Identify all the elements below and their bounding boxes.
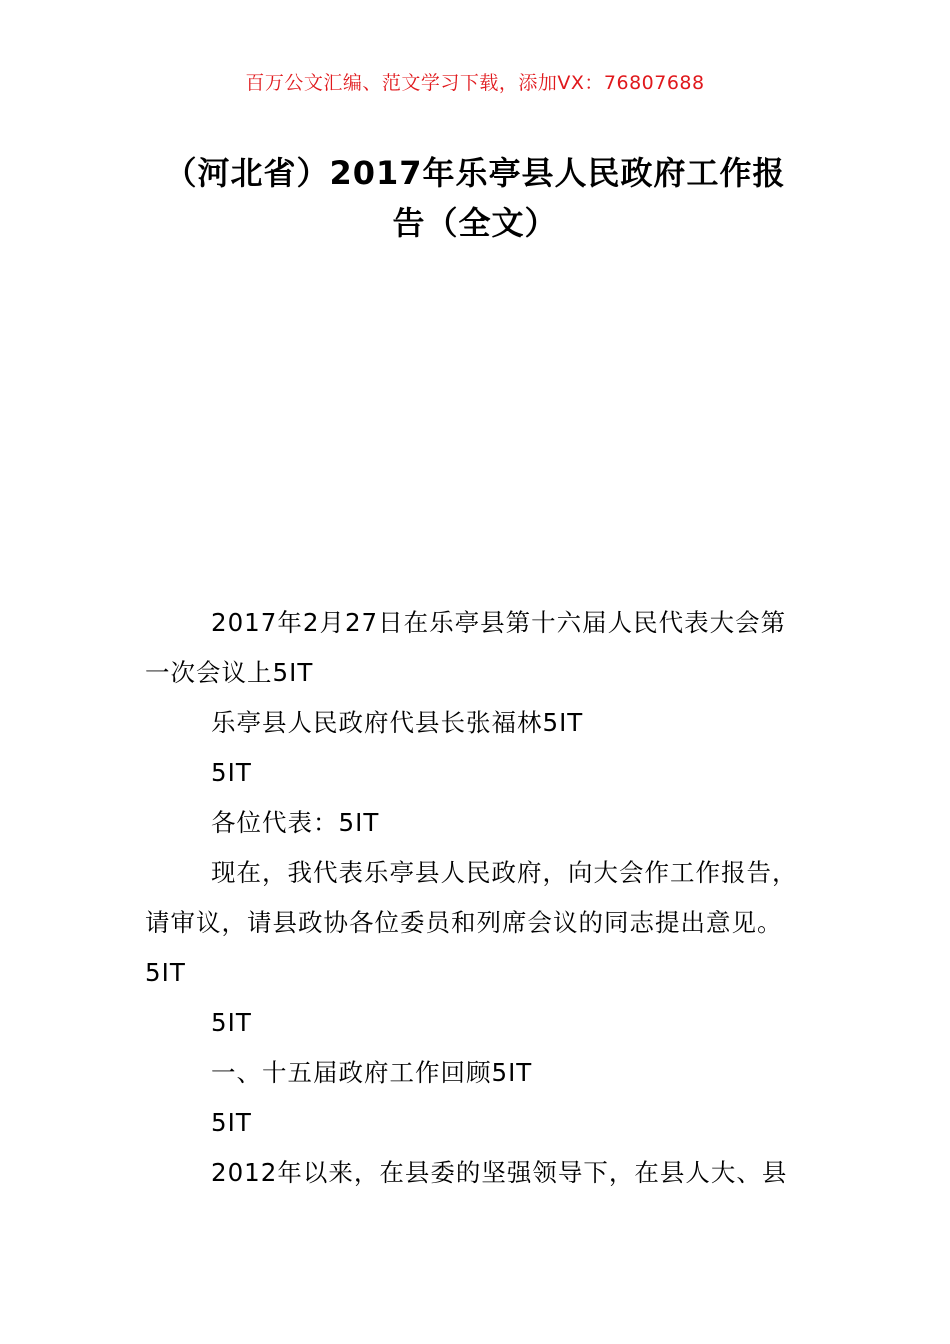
paragraph-marker: 5IT <box>211 1108 252 1137</box>
paragraph-marker: 5IT <box>211 758 252 787</box>
document-title <box>145 148 805 248</box>
paragraph-meeting-date: 2017年2月27日在乐亭县第十六届人民代表大会第一次会议上5IT <box>145 608 787 687</box>
header-note: 百万公文汇编、范文学习下载，添加VX：76807688 <box>245 72 705 94</box>
title-line-2: 告（全文） <box>392 204 558 242</box>
paragraph-salutation: 各位代表：5IT <box>211 808 380 837</box>
title-line-1: （河北省）2017年乐亭县人民政府工作报 <box>164 154 786 192</box>
document-body <box>145 598 810 1198</box>
paragraph-review-start: 2012年以来，在县委的坚强领导下，在县人大、县 <box>211 1158 788 1187</box>
paragraph-intro: 现在，我代表乐亭县人民政府，向大会作工作报告，请审议，请县政协各位委员和列席会议的同志提出意见。5IT <box>145 858 798 987</box>
paragraph-speaker: 乐亭县人民政府代县长张福林5IT <box>211 708 584 737</box>
paragraph-marker: 5IT <box>211 1008 252 1037</box>
section-heading: 一、十五届政府工作回顾5IT <box>211 1058 533 1087</box>
